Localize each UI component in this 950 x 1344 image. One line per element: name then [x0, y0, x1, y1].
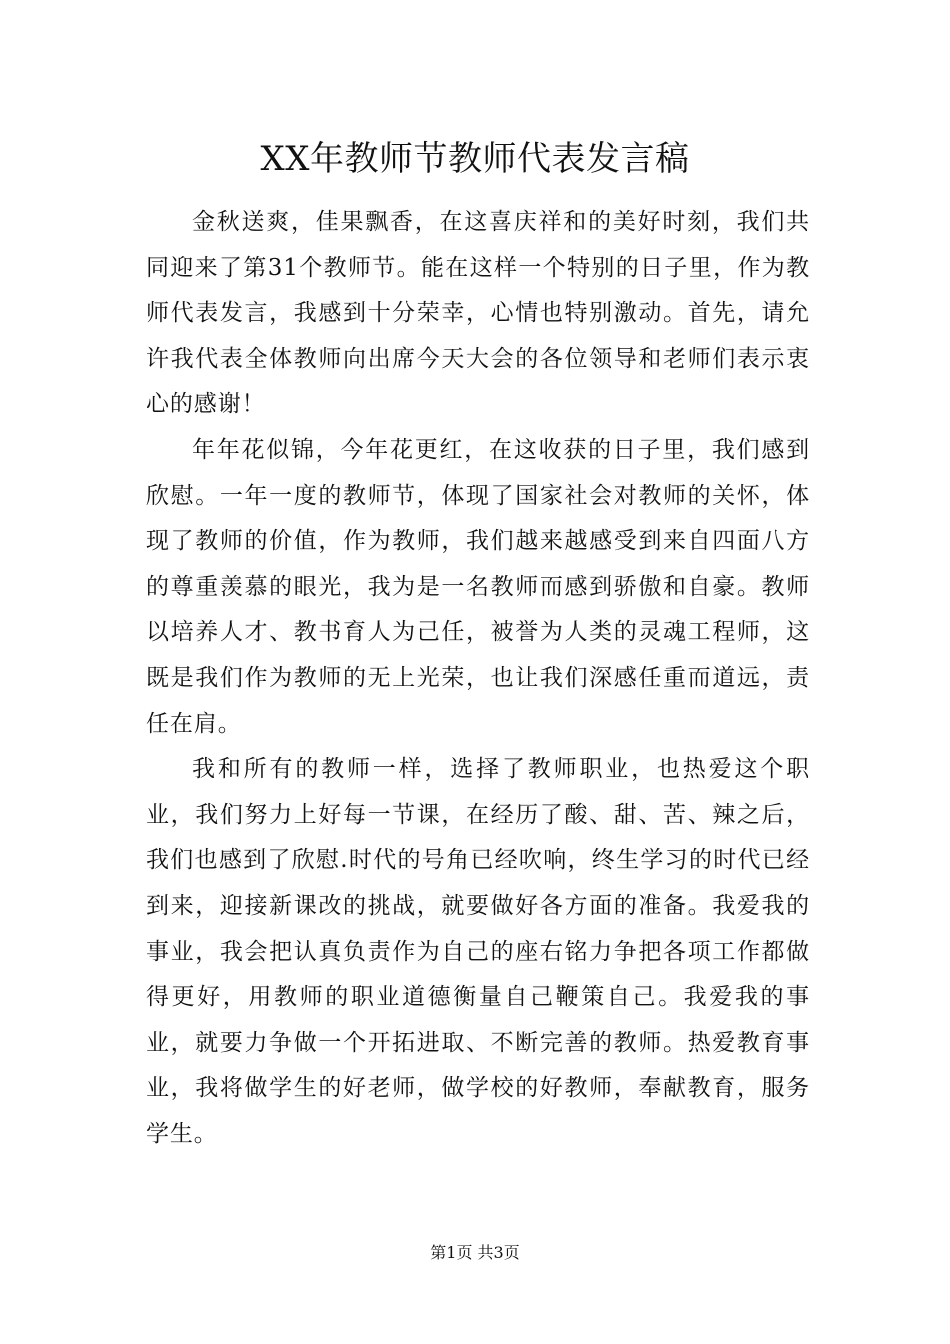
document-body	[146, 200, 810, 1157]
paragraph-1: 金秋送爽，佳果飘香，在这喜庆祥和的美好时刻，我们共同迎来了第31个教师节。能在这样一个特别的日子里，作为教师代表发言，我感到十分荣幸，心情也特别激动。首先，请允许我代表全体教师向出席今天大会的各位领导和老师们表示衷心的感谢！	[146, 209, 810, 418]
paragraph-3: 我和所有的教师一样，选择了教师职业，也热爱这个职业，我们努力上好每一节课，在经历了酸、甜、苦、辣之后，我们也感到了欣慰.时代的号角已经吹响，终生学习的时代已经到来，迎接新课改的挑战，就要做好各方面的准备。我爱我的事业，我会把认真负责作为自己的座右铭力争把各项工作都做得更好，用教师的职业道德衡量自己鞭策自己。我爱我的事业，就要力争做一个开拓进取、不断完善的教师。热爱教育事业，我将做学生的好老师，做学校的好教师，奉献教育，服务学生。	[146, 756, 810, 1147]
paragraph-2: 年年花似锦，今年花更红，在这收获的日子里，我们感到欣慰。一年一度的教师节，体现了国家社会对教师的关怀，体现了教师的价值，作为教师，我们越来越感受到来自四面八方的尊重羡慕的眼光，我为是一名教师而感到骄傲和自豪。教师以培养人才、教书育人为己任，被誉为人类的灵魂工程师，这既是我们作为教师的无上光荣，也让我们深感任重而道远，责任在肩。	[146, 436, 810, 737]
document-title: XX年教师节教师代表发言稿	[260, 139, 690, 179]
page-number-footer: 第1页 共3页	[430, 1243, 520, 1262]
